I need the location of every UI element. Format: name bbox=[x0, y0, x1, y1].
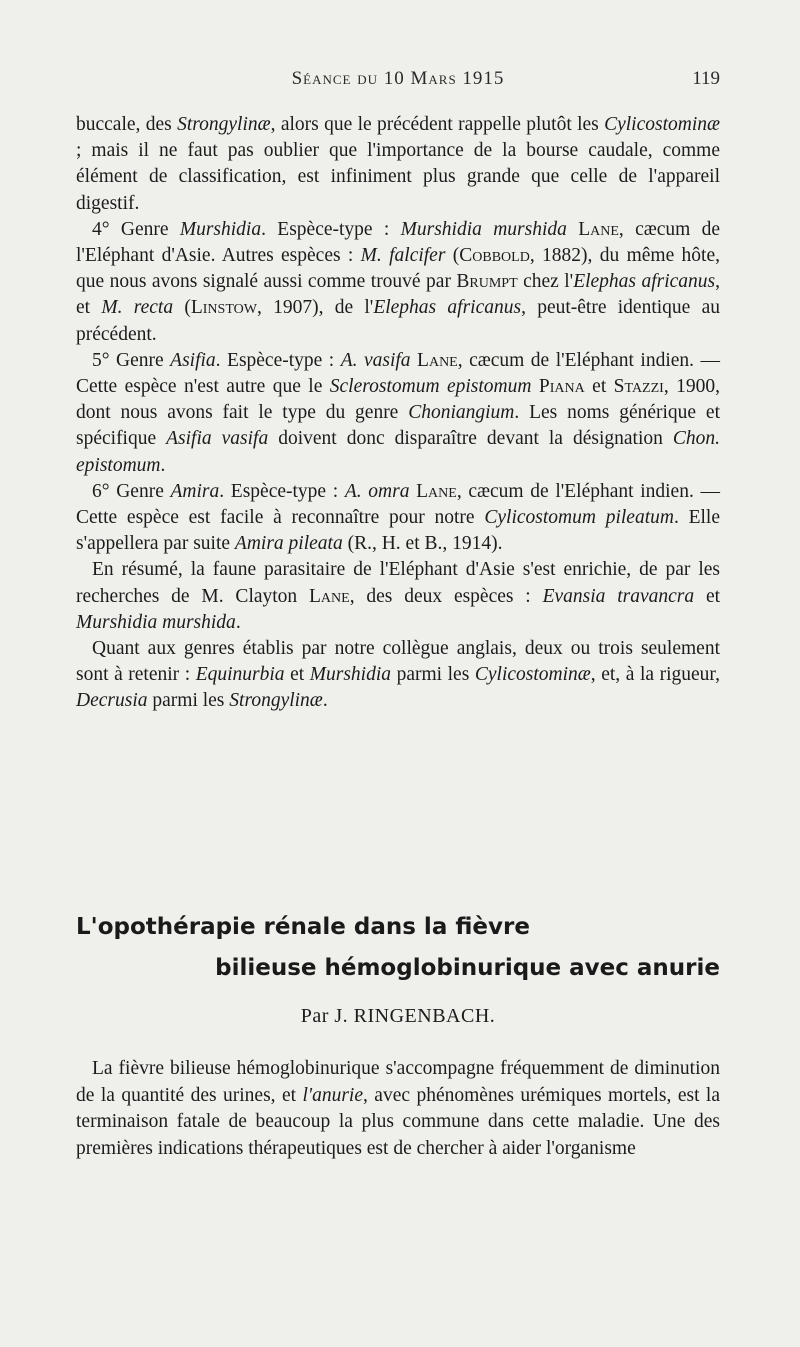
byline: Par J. RINGENBACH. bbox=[300, 1005, 496, 1027]
running-title: Séance du 10 Mars 1915 bbox=[291, 68, 505, 89]
article-body bbox=[76, 1056, 720, 1162]
article-title-line-1: L'opothérapie rénale dans la fièvre bbox=[76, 914, 530, 940]
running-head bbox=[76, 68, 720, 96]
body-text-top bbox=[76, 112, 720, 715]
page-number: 119 bbox=[692, 68, 720, 89]
article-paragraph-1: La fièvre bilieuse hémoglobinurique s'accompagne fréquemment de diminution de la quantité des urines, et l'anurie, avec phénomènes urémiques mortels, est la terminaison fatale de beaucoup la plus commune dans cette maladie. Une des premières indications thérapeutiques est de chercher à aider l'organisme bbox=[76, 1058, 720, 1159]
paragraph-1: buccale, des Strongylinæ, alors que le précédent rappelle plutôt les Cylicostominæ ; mais il ne faut pas oublier que l'importance de la bourse caudale, comme élément de classification, est infiniment plus grande que celle de l'appareil digestif. bbox=[76, 114, 720, 214]
paragraph-4-amira: 6° Genre Amira. Espèce-type : A. omra Lane, cæcum de l'Eléphant indien. — Cette espèce est facile à reconnaître pour notre Cylicostomum pileatum. Elle s'appellera par suite Amira pileata (R., H. et B., 1914). bbox=[76, 480, 720, 555]
paragraph-3-asifia: 5° Genre Asifia. Espèce-type : A. vasifa Lane, cæcum de l'Eléphant indien. — Cette espèce n'est autre que le Sclerostomum epistomum Piana et Stazzi, 1900, dont nous avons fait le type du genre Choniangium. Les noms générique et spécifique Asifia vasifa doivent donc disparaître devant la désignation Chon. epistomum. bbox=[76, 349, 721, 476]
paragraph-2-murshidia: 4° Genre Murshidia. Espèce-type : Murshidia murshida Lane, cæcum de l'Eléphant d'Asie. Autres espèces : M. falcifer (Cobbold, 1882), du même hôte, que nous avons signalé aussi comme trouvé par Brumpt chez l'Elephas africanus, et M. recta (Linstow, 1907), de l'Elephas africanus, peut-être identique au précédent. bbox=[76, 218, 721, 345]
article-title-line-2: bilieuse hémoglobinurique avec anurie bbox=[215, 955, 720, 981]
paragraph-5-resume: En résumé, la faune parasitaire de l'Eléphant d'Asie s'est enrichie, de par les recherches de M. Clayton Lane, des deux espèces : Evansia travancra et Murshidia murshida. bbox=[76, 559, 721, 633]
paragraph-6-genres: Quant aux genres établis par notre collègue anglais, deux ou trois seulement sont à retenir : Equinurbia et Murshidia parmi les Cylicostominæ, et, à la rigueur, Decrusia parmi les Strongylinæ. bbox=[76, 638, 720, 712]
